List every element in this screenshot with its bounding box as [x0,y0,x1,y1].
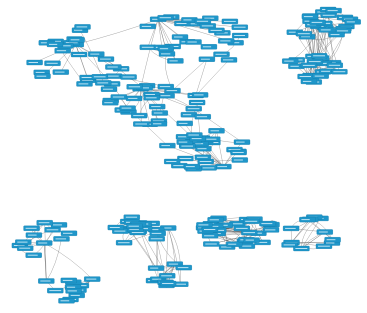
node-label-mark [122,108,132,109]
node-label-mark [327,239,336,240]
node-label-mark [202,25,213,26]
node-label-mark [179,142,188,143]
network-edge [23,223,44,242]
node-label-mark [176,23,186,24]
network-node[interactable] [189,100,205,105]
node-label-mark [169,264,178,265]
network-node[interactable] [53,70,69,75]
node-label-mark [73,54,85,55]
node-label-mark [245,221,257,222]
network-node[interactable] [293,246,309,251]
node-label-mark [188,42,197,43]
network-node[interactable] [283,226,299,231]
network-node[interactable] [144,95,160,100]
network-node[interactable] [159,51,175,56]
node-label-mark [38,243,47,244]
node-label-mark [61,300,70,301]
network-node[interactable] [176,265,192,270]
network-node[interactable] [26,253,42,258]
node-label-mark [183,114,191,115]
network-node[interactable] [313,74,329,79]
node-label-mark [313,55,325,56]
network-node[interactable] [127,84,143,89]
node-layer [12,7,361,303]
node-label-mark [197,157,208,158]
network-node[interactable] [310,20,326,25]
network-node[interactable] [61,231,77,236]
network-node[interactable] [66,288,82,293]
node-label-mark [216,54,227,55]
node-label-mark [201,59,210,60]
network-node[interactable] [345,19,361,24]
network-node[interactable] [61,278,77,283]
node-label-mark [77,26,88,27]
node-label-mark [173,165,183,166]
network-node[interactable] [234,226,250,231]
node-label-mark [179,123,188,124]
node-label-mark [142,26,151,27]
node-label-mark [100,59,111,60]
network-node[interactable] [259,221,275,226]
node-label-mark [211,30,222,31]
network-edge [148,19,158,47]
node-label-mark [304,16,313,17]
network-node[interactable] [105,65,121,70]
node-label-mark [162,283,173,284]
network-node[interactable] [158,15,174,20]
network-edge [158,19,166,48]
network-node[interactable] [69,37,85,42]
node-label-mark [90,54,99,55]
network-node[interactable] [202,227,218,232]
node-label-mark [181,146,193,147]
node-label-mark [284,61,293,62]
network-node[interactable] [120,106,136,111]
node-label-mark [71,295,80,296]
node-label-mark [169,60,177,61]
network-node[interactable] [152,111,168,116]
node-label-mark [129,229,139,230]
node-label-mark [142,47,154,48]
node-label-mark [241,246,251,247]
network-node[interactable] [326,8,342,13]
network-node[interactable] [24,226,40,231]
node-label-mark [318,246,330,247]
node-label-mark [323,15,335,16]
network-node[interactable] [327,63,343,68]
network-node[interactable] [159,143,175,148]
node-label-mark [197,21,208,22]
node-label-mark [145,94,155,95]
network-node[interactable] [331,69,347,74]
network-node[interactable] [195,146,211,151]
network-node[interactable] [45,227,61,232]
network-node[interactable] [167,58,183,63]
network-edge [141,89,142,124]
node-label-mark [103,89,113,90]
network-node[interactable] [75,24,91,29]
network-node[interactable] [192,92,208,97]
network-edge [196,60,229,96]
network-node[interactable] [126,96,142,101]
node-label-mark [200,161,212,162]
network-node[interactable] [47,42,63,47]
network-node[interactable] [298,74,314,79]
node-label-mark [203,46,211,47]
node-label-mark [29,62,38,63]
node-label-mark [197,116,207,117]
network-node[interactable] [321,13,337,18]
node-label-mark [129,226,139,227]
node-label-mark [166,161,176,162]
node-label-mark [110,227,120,228]
node-label-mark [123,77,135,78]
node-label-mark [36,72,45,73]
node-label-mark [197,148,206,149]
network-node[interactable] [131,113,147,118]
network-node[interactable] [26,233,42,238]
network-node[interactable] [209,28,225,33]
node-label-mark [192,138,202,139]
node-label-mark [194,94,203,95]
network-node[interactable] [302,14,318,19]
network-node[interactable] [231,150,247,155]
node-label-mark [188,135,199,136]
network-node[interactable] [164,159,180,164]
node-label-mark [161,275,172,276]
node-label-mark [303,65,315,66]
node-label-mark [205,244,217,245]
node-label-mark [67,287,75,288]
node-label-mark [97,82,108,83]
node-label-mark [301,219,309,220]
node-label-mark [333,71,345,72]
network-node[interactable] [244,238,260,243]
node-label-mark [108,76,119,77]
node-label-mark [126,217,137,218]
network-node[interactable] [158,84,174,89]
network-node[interactable] [186,40,202,45]
network-node[interactable] [55,48,71,53]
network-node[interactable] [232,25,248,30]
node-label-mark [234,160,243,161]
network-node[interactable] [172,35,188,40]
node-label-mark [290,66,298,67]
network-node[interactable] [15,240,31,245]
node-label-mark [217,166,227,167]
node-label-mark [118,242,130,243]
node-label-mark [231,223,242,224]
node-label-mark [82,77,94,78]
node-label-mark [63,280,73,281]
network-node[interactable] [127,224,143,229]
network-edge [158,19,173,46]
node-label-mark [113,97,124,98]
network-node[interactable] [37,220,53,225]
node-label-mark [63,233,72,234]
node-label-mark [160,48,168,49]
node-label-mark [236,228,248,229]
node-label-mark [204,18,214,19]
network-node[interactable] [208,217,224,222]
network-node[interactable] [84,277,100,282]
node-label-mark [309,61,321,62]
network-node[interactable] [177,121,193,126]
network-node[interactable] [116,240,132,245]
node-label-mark [204,229,215,230]
network-node[interactable] [232,33,248,38]
network-edge [196,59,207,95]
node-label-mark [203,167,215,168]
node-label-mark [347,21,355,22]
node-label-mark [337,30,348,31]
network-node[interactable] [77,81,93,86]
node-label-mark [129,86,140,87]
node-label-mark [56,238,67,239]
node-label-mark [265,229,275,230]
node-label-mark [74,30,82,31]
node-label-mark [321,29,331,30]
network-node[interactable] [214,52,230,57]
network-node[interactable] [196,222,212,227]
node-label-mark [26,228,37,229]
node-label-mark [55,72,65,73]
network-node[interactable] [149,104,165,109]
node-label-mark [40,281,50,282]
network-node[interactable] [301,79,317,84]
node-label-mark [298,33,310,34]
node-label-mark [49,44,57,45]
node-label-mark [174,37,183,38]
network-node[interactable] [325,237,341,242]
node-label-mark [204,235,214,236]
network-node[interactable] [159,273,175,278]
node-label-mark [223,59,233,60]
network-node[interactable] [184,164,200,169]
network-node[interactable] [51,222,67,227]
network-node[interactable] [317,230,333,235]
node-label-mark [234,35,245,36]
network-edge [168,228,175,264]
network-node[interactable] [311,53,327,58]
node-label-mark [53,224,62,225]
network-node[interactable] [151,121,167,126]
node-label-mark [86,279,96,280]
node-label-mark [132,232,144,233]
node-label-mark [315,76,324,77]
node-label-mark [224,21,236,22]
network-node[interactable] [301,63,317,68]
network-node[interactable] [148,266,164,271]
network-node[interactable] [195,114,211,119]
network-node[interactable] [282,59,298,64]
node-label-mark [319,232,328,233]
network-node[interactable] [92,74,108,79]
network-node[interactable] [71,52,87,57]
node-label-mark [28,255,38,256]
network-node[interactable] [215,164,231,169]
network-node[interactable] [150,231,166,236]
network-node[interactable] [221,57,237,62]
network-node[interactable] [47,288,63,293]
node-label-mark [153,123,161,124]
network-node[interactable] [299,217,315,222]
network-node[interactable] [95,80,111,85]
node-label-mark [160,86,170,87]
network-node[interactable] [201,44,217,49]
network-node[interactable] [38,279,54,284]
node-label-mark [104,102,112,103]
node-label-mark [243,232,255,233]
node-label-mark [228,244,236,245]
node-label-mark [19,248,30,249]
node-label-mark [161,53,170,54]
network-node[interactable] [204,137,220,142]
network-node[interactable] [59,298,75,303]
network-node[interactable] [35,74,51,79]
network-node[interactable] [209,128,225,133]
node-label-mark [198,224,208,225]
node-label-mark [236,142,245,143]
node-label-mark [79,83,89,84]
network-node[interactable] [201,165,217,170]
node-label-mark [152,279,161,280]
node-label-mark [135,124,147,125]
node-label-mark [114,231,125,232]
network-node[interactable] [140,24,156,29]
network-node[interactable] [111,95,127,100]
network-node[interactable] [203,242,219,247]
network-node[interactable] [101,87,117,92]
network-node[interactable] [159,93,175,98]
node-label-mark [57,50,66,51]
node-label-mark [211,130,220,131]
node-label-mark [233,152,244,153]
node-label-mark [146,97,157,98]
network-node[interactable] [121,75,137,80]
node-label-mark [167,90,178,91]
network-edge [76,45,88,78]
node-label-mark [183,19,191,20]
node-label-mark [151,238,163,239]
network-node[interactable] [296,31,312,36]
network-node[interactable] [36,241,52,246]
node-label-mark [39,222,50,223]
network-node[interactable] [195,19,211,24]
network-node[interactable] [232,158,248,163]
node-label-mark [160,17,171,18]
node-label-mark [152,233,162,234]
node-label-mark [49,290,61,291]
network-node[interactable] [243,219,259,224]
node-label-mark [246,240,254,241]
node-label-mark [150,268,158,269]
node-label-mark [220,40,230,41]
network-node[interactable] [329,32,345,37]
node-label-mark [284,244,295,245]
node-label-mark [133,115,144,116]
node-label-mark [154,113,163,114]
node-label-mark [68,290,77,291]
node-label-mark [312,22,323,23]
node-label-mark [47,63,58,64]
network-node[interactable] [200,23,216,28]
network-node[interactable] [316,244,332,249]
node-label-mark [329,65,340,66]
network-node[interactable] [181,112,197,117]
network-node[interactable] [45,61,61,66]
node-label-mark [326,243,334,244]
node-label-mark [107,67,117,68]
node-label-mark [188,108,200,109]
node-label-mark [303,81,311,82]
node-label-mark [210,219,219,220]
node-label-mark [328,10,338,11]
network-edge [44,243,92,279]
node-label-mark [47,229,59,230]
node-label-mark [178,267,189,268]
network-node[interactable] [222,19,238,24]
node-label-mark [191,102,203,103]
node-label-mark [331,34,340,35]
network-node[interactable] [234,140,250,145]
network-node[interactable] [319,27,335,32]
network-node[interactable] [17,246,33,251]
network-node[interactable] [133,122,149,127]
node-label-mark [261,223,272,224]
network-node[interactable] [195,155,211,160]
node-label-mark [295,248,307,249]
network-node[interactable] [27,60,43,65]
node-label-mark [161,145,170,146]
node-label-mark [234,27,246,28]
network-node[interactable] [263,227,279,232]
network-node[interactable] [160,281,176,286]
node-label-mark [206,139,216,140]
node-label-mark [17,242,27,243]
node-label-mark [186,166,195,167]
node-label-mark [37,76,47,77]
node-label-mark [321,71,330,72]
node-label-mark [128,98,137,99]
node-label-mark [151,106,160,107]
network-node[interactable] [124,215,140,220]
node-label-mark [71,39,80,40]
node-label-mark [285,228,296,229]
network-node[interactable] [186,106,202,111]
network-node[interactable] [149,236,165,241]
network-node[interactable] [158,46,174,51]
network-node[interactable] [108,225,124,230]
network-node[interactable] [218,38,234,43]
network-node[interactable] [140,45,156,50]
node-label-mark [94,76,106,77]
node-label-mark [179,158,191,159]
node-label-mark [28,235,37,236]
network-node[interactable] [102,100,118,105]
network-node[interactable] [186,133,202,138]
network-node[interactable] [98,57,114,62]
network-node[interactable] [54,236,70,241]
network-node[interactable] [199,57,215,62]
network-node[interactable] [202,233,218,238]
node-label-mark [300,76,311,77]
node-label-mark [161,95,171,96]
network-node[interactable] [88,52,104,57]
network-node[interactable] [106,74,122,79]
